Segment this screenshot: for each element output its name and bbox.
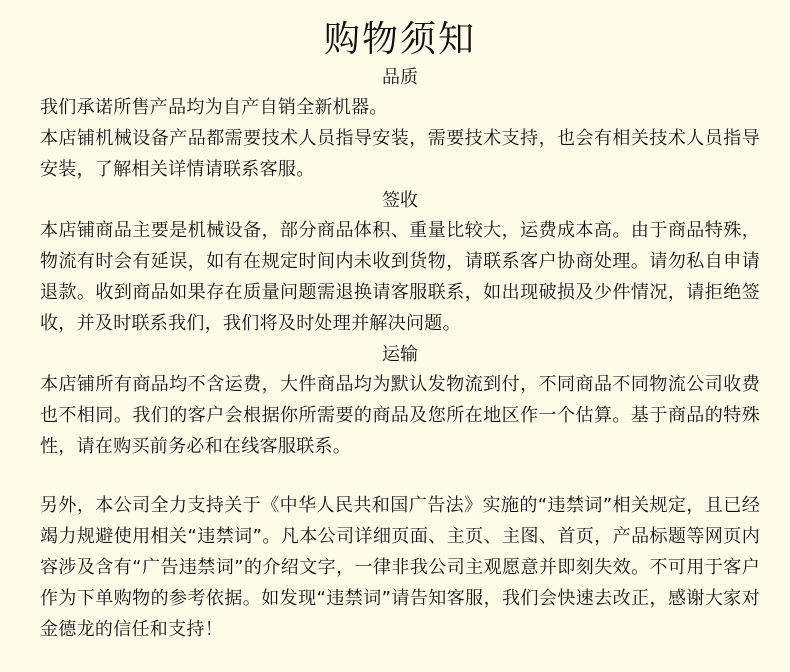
shipping-paragraph: 本店铺所有商品均不含运费，大件商品均为默认发物流到付，不同商品不同物流公司收费也不相同。我们的客户会根据你所需要的商品及您所在地区作一个估算。基于商品的特殊性，请在购买前务必和在线客服联系。 — [40, 374, 760, 457]
page-title: 购物须知 — [323, 19, 476, 60]
section-heading-receipt: 签收 — [382, 190, 418, 211]
section-heading-quality: 品质 — [382, 67, 418, 88]
section-quality — [40, 66, 760, 185]
section-shipping — [40, 343, 760, 462]
section-receipt — [40, 189, 760, 339]
quality-paragraph-2: 本店铺机械设备产品都需要技术人员指导安装，需要技术支持，也会有相关技术人员指导安装，了解相关详情请联系客服。 — [40, 128, 760, 180]
quality-paragraph-1: 我们承诺所售产品均为自产自销全新机器。 — [40, 97, 388, 118]
section-heading-shipping: 运输 — [382, 344, 418, 365]
disclaimer-paragraph: 另外，本公司全力支持关于《中华人民共和国广告法》实施的“违禁词”相关规定，且已经竭力规避使用相关“违禁词”。凡本公司详细页面、主页、主图、首页，产品标题等网页内容涉及含有“广告违禁词”的介绍文字，一律非我公司主观愿意并即刻失效。不可用于客户作为下单购物的参考依据。如发现“违禁词”请告知客服，我们会快速去改正，感谢大家对金德龙的信任和支持！ — [40, 495, 760, 640]
spacer — [40, 462, 760, 490]
receipt-paragraph: 本店铺商品主要是机械设备，部分商品体积、重量比较大，运费成本高。由于商品特殊，物流有时会有延误，如有在规定时间内未收到货物，请联系客户协商处理。请勿私自申请退款。收到商品如果存在质量问题需退换请客服联系，如出现破损及少件情况，请拒绝签收，并及时联系我们，我们将及时处理并解决问题。 — [40, 220, 760, 334]
